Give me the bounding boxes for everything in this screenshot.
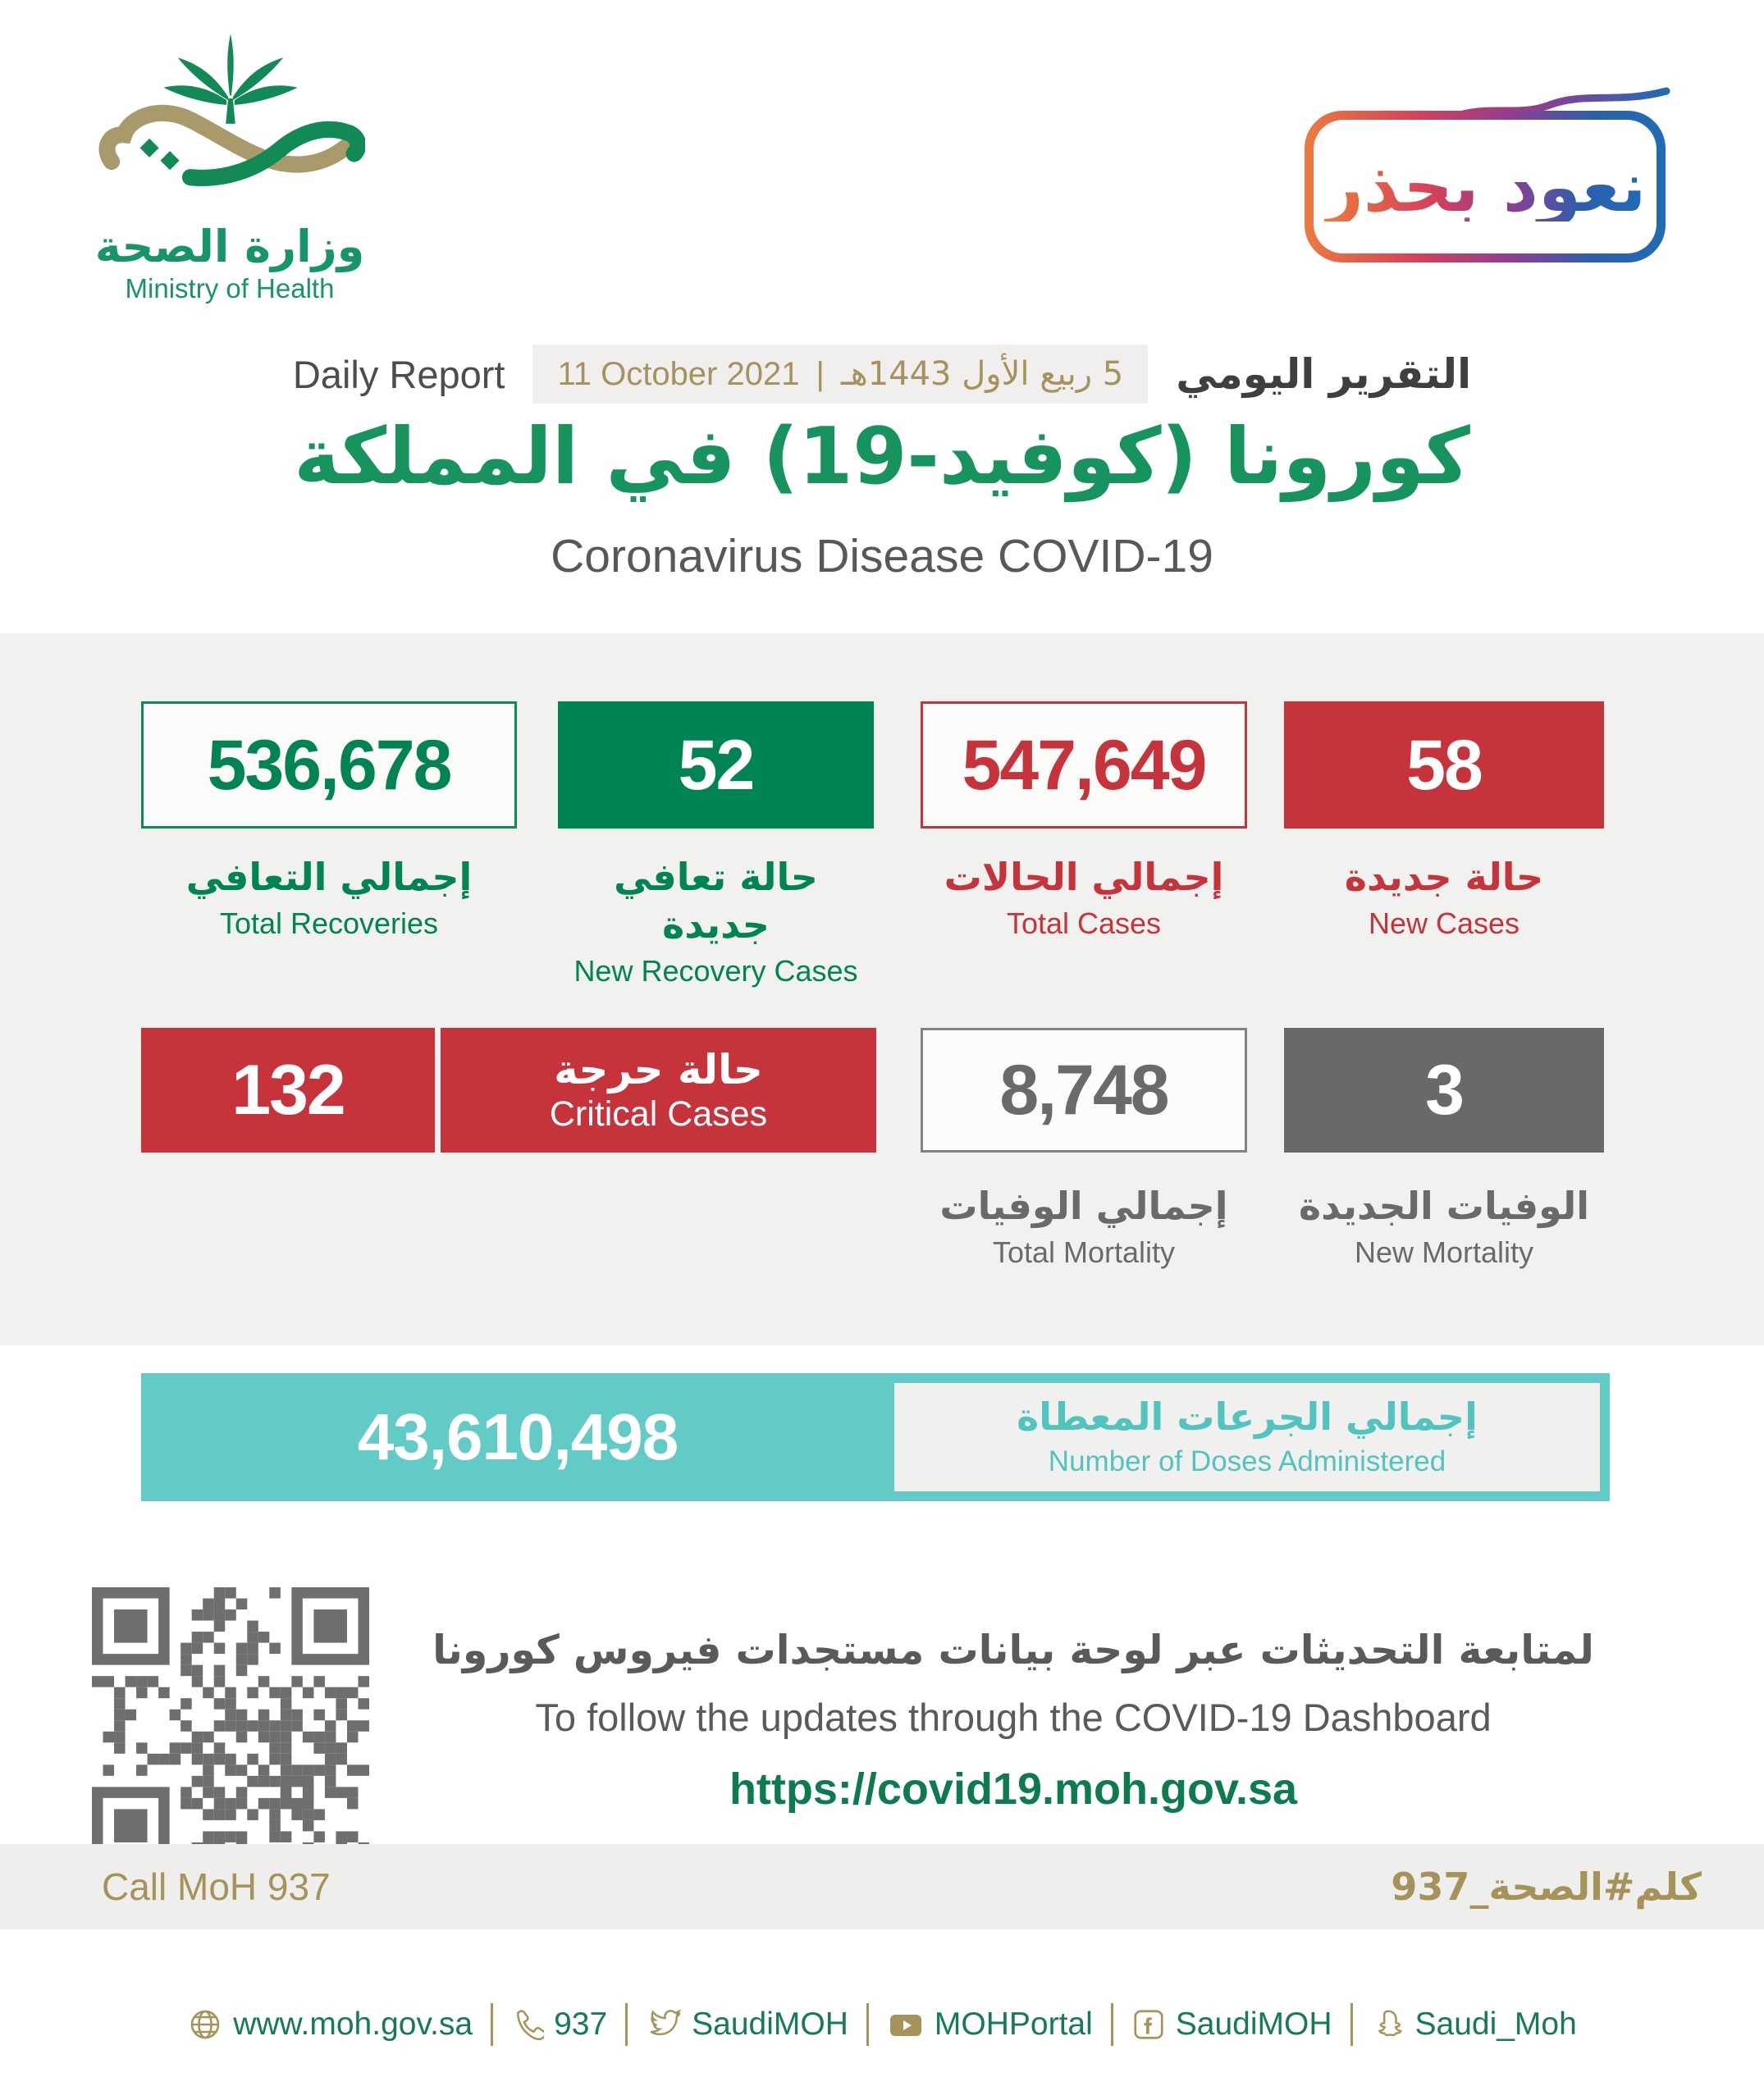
report-date-hijri: 5 ربيع الأول 1443هـ — [840, 355, 1124, 393]
footer-item-facebook[interactable] — [1131, 2006, 1332, 2043]
ministry-name-arabic: وزارة الصحة — [94, 221, 365, 272]
stat-total-mortality — [921, 1028, 1247, 1271]
footer-phone-label: 937 — [554, 2006, 608, 2042]
dashboard-line-english: To follow the updates through the COVID-19 Dashboard — [535, 1696, 1492, 1739]
new-recovery-label-en: New Recovery Cases — [574, 954, 858, 988]
new-recovery-value: 52 — [678, 725, 754, 805]
footer-separator — [1111, 2003, 1113, 2046]
footer-separator — [866, 2003, 869, 2046]
page-title-english: Coronavirus Disease COVID-19 — [551, 530, 1213, 582]
footer-item-youtube[interactable] — [887, 2006, 1093, 2043]
page-title-arabic: كورونا (كوفيد-19) في المملكة — [294, 412, 1470, 502]
critical-cases-value-box — [141, 1028, 435, 1153]
footer-item-snapchat[interactable] — [1371, 2006, 1577, 2043]
doses-label-ar: إجمالي الجرعات المعطاة — [1017, 1395, 1478, 1439]
new-cases-label-ar: حالة جديدة — [1344, 855, 1544, 899]
facebook-icon — [1131, 2007, 1166, 2042]
phone-icon — [511, 2008, 544, 2041]
stat-new-mortality — [1284, 1028, 1604, 1271]
statistics-section — [0, 633, 1764, 1345]
new-cases-value: 58 — [1406, 725, 1482, 805]
critical-cases-label-box — [441, 1028, 876, 1153]
badge-slogan: نعود بحذر — [1323, 146, 1647, 227]
new-mortality-value: 3 — [1425, 1051, 1463, 1130]
new-cases-label-en: New Cases — [1368, 906, 1520, 940]
stat-critical-cases-label — [441, 1028, 876, 1153]
return-with-caution-badge — [1305, 111, 1666, 262]
stat-total-cases — [921, 701, 1247, 942]
total-cases-value: 547,649 — [962, 725, 1206, 805]
footer-website-label: www.moh.gov.sa — [233, 2006, 473, 2042]
total-mortality-label-ar: إجمالي الوفيات — [939, 1184, 1228, 1228]
qr-code[interactable] — [92, 1587, 369, 1865]
total-mortality-label-en: Total Mortality — [992, 1235, 1176, 1269]
footer-separator — [625, 2003, 628, 2046]
doses-label-en: Number of Doses Administered — [1048, 1445, 1446, 1477]
new-recovery-label-ar: حالة تعافي جديدة — [614, 855, 818, 947]
footer-item-phone[interactable] — [511, 2006, 607, 2043]
new-mortality-box — [1284, 1028, 1604, 1153]
snapchat-icon — [1371, 2007, 1405, 2042]
total-cases-box — [921, 701, 1247, 829]
footer-twitter-label: SaudiMOH — [692, 2006, 848, 2042]
youtube-icon — [887, 2008, 925, 2041]
critical-cases-label-en: Critical Cases — [549, 1094, 768, 1134]
total-recoveries-label-ar: إجمالي التعافي — [185, 855, 473, 899]
total-mortality-box — [921, 1028, 1247, 1153]
call-moh-hashtag: كلم#الصحة_937 — [1391, 1865, 1702, 1909]
total-recoveries-label-en: Total Recoveries — [219, 906, 439, 940]
stat-new-recovery-cases — [558, 701, 874, 989]
moh-logo — [66, 23, 394, 305]
daily-report-english: Daily Report — [292, 352, 505, 396]
doses-administered-bar — [141, 1373, 1610, 1501]
footer-separator — [1350, 2003, 1353, 2046]
footer-item-website[interactable] — [187, 2006, 473, 2043]
stat-critical-cases-value — [141, 1028, 435, 1153]
dashboard-info — [369, 1626, 1657, 1815]
palm-and-swords-icon — [94, 23, 365, 220]
stat-total-recoveries — [141, 701, 517, 942]
footer-separator — [491, 2003, 493, 2046]
footer-item-twitter[interactable] — [646, 2006, 848, 2043]
badge-border — [1305, 111, 1666, 262]
total-cases-label-en: Total Cases — [1006, 906, 1162, 940]
footer-snapchat-label: Saudi_Moh — [1414, 2006, 1577, 2042]
dashboard-line-arabic: لمتابعة التحديثات عبر لوحة بيانات مستجدات فيروس كورونا — [432, 1627, 1594, 1673]
new-mortality-label-en: New Mortality — [1354, 1235, 1534, 1269]
footer-facebook-label: SaudiMOH — [1175, 2006, 1332, 2042]
footer-contacts — [0, 2003, 1764, 2046]
report-date-box — [532, 345, 1148, 404]
critical-cases-value: 132 — [231, 1051, 345, 1130]
report-header-row — [0, 345, 1764, 404]
report-date-gregorian: 11 October 2021 — [557, 355, 800, 392]
total-mortality-value: 8,748 — [999, 1051, 1168, 1130]
dashboard-url-link[interactable]: https://covid19.moh.gov.sa — [729, 1764, 1298, 1814]
doses-label-box — [894, 1383, 1600, 1491]
total-recoveries-box — [141, 701, 517, 829]
call-moh-english: Call MoH 937 — [102, 1865, 331, 1908]
stat-new-cases — [1284, 701, 1604, 942]
date-separator: | — [816, 355, 825, 392]
new-cases-box — [1284, 701, 1604, 829]
call-moh-row — [0, 1844, 1764, 1929]
total-recoveries-value: 536,678 — [207, 725, 451, 805]
footer-youtube-label: MOHPortal — [934, 2006, 1093, 2042]
new-mortality-label-ar: الوفيات الجديدة — [1298, 1184, 1590, 1228]
globe-icon — [187, 2006, 223, 2043]
critical-cases-label-ar: حالة حرجة — [554, 1046, 763, 1093]
twitter-icon — [646, 2009, 682, 2040]
doses-value: 43,610,498 — [357, 1400, 679, 1473]
new-recovery-box — [558, 701, 874, 829]
daily-report-arabic: التقرير اليومي — [1176, 350, 1472, 398]
total-cases-label-ar: إجمالي الحالات — [944, 855, 1224, 899]
ministry-name-english: Ministry of Health — [125, 273, 335, 304]
qr-code-icon — [92, 1587, 369, 1865]
